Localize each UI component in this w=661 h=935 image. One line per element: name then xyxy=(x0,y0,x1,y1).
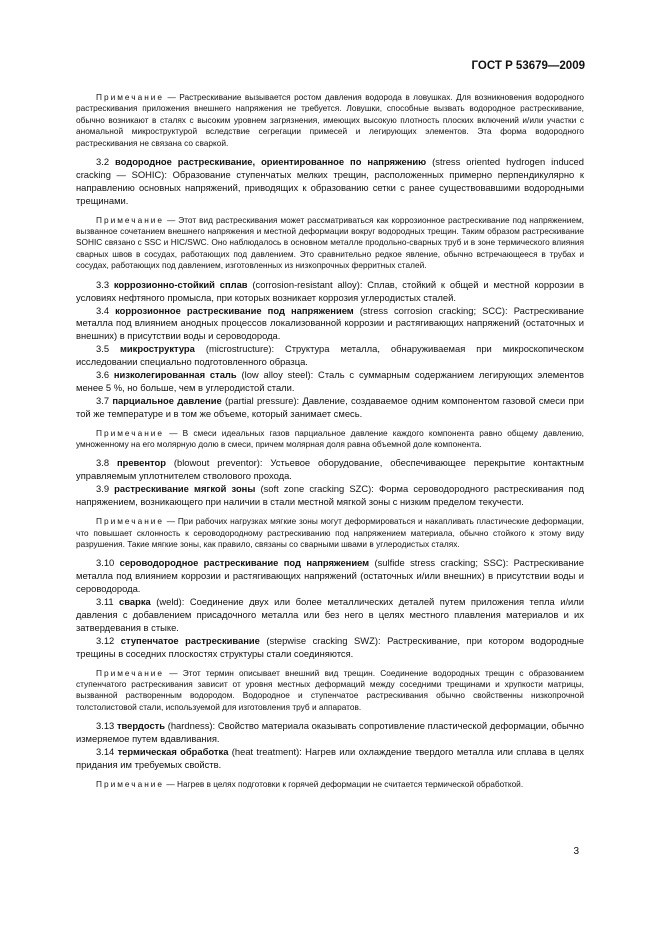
term-name: растрескивание мягкой зоны xyxy=(114,483,256,495)
term-number: 3.4 xyxy=(96,304,116,316)
note-paragraph xyxy=(76,428,584,451)
term-number: 3.3 xyxy=(96,278,114,290)
term-name: микроструктура xyxy=(119,343,195,355)
term-name: коррозионное растрескивание под напряжением xyxy=(115,304,354,316)
term-name: твердость xyxy=(116,720,166,732)
term-name: низколегированная сталь xyxy=(113,369,237,381)
document-body xyxy=(76,92,584,790)
term-number: 3.5 xyxy=(96,343,120,355)
term-definition xyxy=(76,746,584,772)
note-label: Примечание xyxy=(96,427,165,438)
note-text: В смеси идеальных газов парциальное давление каждого компонента равно общему давлению, умноженному на его молярную долю в смеси, причем молярная доля равна объемной доле компонента. xyxy=(76,427,584,450)
note-paragraph xyxy=(76,516,584,550)
term-number: 3.11 xyxy=(96,596,120,608)
term-text: (sulfide stress cracking; SSC): Растрескивание металла под влиянием коррозии и растягивающих напряжений (остаточных и/или внешних) в присутствии воды и сероводорода. xyxy=(76,557,584,595)
term-text: (stepwise cracking SWZ): Растрескивание, при котором водородные трещины в соседних плоскостях структуры стали соединяются. xyxy=(76,634,584,659)
term-name: сварка xyxy=(119,596,151,608)
term-text: (low alloy steel): Сталь с суммарным содержанием легирующих элементов менее 5 %, но больше, чем в углеродистой стали. xyxy=(76,369,584,393)
term-number: 3.12 xyxy=(96,634,121,646)
term-number: 3.8 xyxy=(96,457,117,469)
term-number: 3.2 xyxy=(96,156,115,168)
note-text: При рабочих нагрузках мягкие зоны могут деформироваться и накапливать пластические деформации, что повышает склонность к сероводородному растрескиванию под напряжением материала, обычно стойкого к этому виду разрушения. Такие мягкие зоны, как правило, связаны со сварными швами в углеродистых сталях. xyxy=(76,516,584,549)
note-label: Примечание xyxy=(96,92,165,102)
term-text: (stress oriented hydrogen induced cracking — SOHIC): Образование ступенчатых мелких трещин, расположенных примерно перпендикулярно к направлению основных напряжений, приводящих к образованию сетки с ранее существовавшими водородными трещинами. xyxy=(76,156,584,206)
term-text: (heat treatment): Нагрев или охлаждение твердого металла или сплава в целях придания им требуемых свойств. xyxy=(76,746,584,770)
document-header: ГОСТ Р 53679—2009 xyxy=(471,60,585,72)
term-definition xyxy=(76,720,584,746)
term-number: 3.10 xyxy=(96,557,120,569)
note-dash: — xyxy=(164,427,183,438)
note-paragraph xyxy=(76,215,584,272)
note-dash: — xyxy=(164,516,178,527)
note-text: Этот вид растрескивания может рассматриваться как коррозионное растрескивание под напряжением, вызванное сочетанием внешнего напряжения и местной деформации вокруг водородных трещин. Таким образом растрескивание SOHIC связано с SSC и HIC/SWC. Оно наблюдалось в основном металле продольно-сварных труб и в зоне термического влияния сварных швов в сосудах, работающих под давлением. Это сравнительно редкое явление, обычно встречающееся в трубах и сосудах, работающих под давлением, изготовленных из низкопрочных ферритных сталей. xyxy=(76,214,584,271)
note-label: Примечание xyxy=(96,778,165,789)
term-name: водородное растрескивание, ориентированное по напряжению xyxy=(115,156,427,168)
term-definition xyxy=(76,279,584,305)
term-number: 3.9 xyxy=(96,483,115,495)
term-text: (corrosion-resistant alloy): Сплав, стойкий к общей и местной коррозии в условиях нефтяного промысла, при которых возникает коррозия углеродистых сталей. xyxy=(76,278,585,303)
term-number: 3.6 xyxy=(96,369,114,381)
term-name: коррозионно-стойкий сплав xyxy=(113,278,248,290)
note-dash: — xyxy=(164,214,179,225)
term-text: (weld): Соединение двух или более металлических деталей путем приложения тепла и/или давления с добавлением присадочного металла или без него в целях местного плавления материалов и их затвердевания в стыке. xyxy=(76,596,584,633)
note-label: Примечание xyxy=(96,214,165,225)
note-text: Этот термин описывает внешний вид трещин. Соединение водородных трещин с образованием ступенчатого растрескивания зависит от уровня местных деформаций между соседними трещинами и хрупкости матрицы, вызванной растворенным водородом. Водородное и ступенчатое растрескивания обычно свойственны низкопрочной толстолистовой стали, используемой для изготовления труб и аппаратов. xyxy=(76,667,584,712)
term-number: 3.7 xyxy=(96,394,113,406)
term-definition xyxy=(76,156,584,208)
note-dash: — xyxy=(164,778,177,789)
term-text: (soft zone cracking SZC): Форма сероводородного растрескивания под напряжением, возникающего при наличии в стали местной мягкой зоны с низким пределом текучести. xyxy=(76,483,585,508)
term-text: (hardness): Свойство материала оказывать сопротивление пластической деформации, обычно измеряемое путем вдавливания. xyxy=(76,720,584,745)
term-text: (stress corrosion cracking; SCC): Растрескивание металла под влиянием анодных процессов локализованной коррозии и растягивающих напряжений (остаточных и внешних) в присутствии воды и сероводорода. xyxy=(76,304,585,342)
term-text: (microstructure): Структура металла, обнаруживаемая при микроскопическом исследовании специально подготовленного образца. xyxy=(76,343,584,368)
term-name: ступенчатое растрескивание xyxy=(120,634,260,646)
term-text: (partial pressure): Давление, создаваемое одним компонентом газовой смеси при той же температуре и в том же объеме, который занимает смесь. xyxy=(76,394,584,419)
term-definition xyxy=(76,305,584,344)
term-text: (blowout preventor): Устьевое оборудование, обеспечивающее перекрытие контактным управляемым уплотнителем стволового прохода. xyxy=(76,457,585,482)
term-definition xyxy=(76,395,584,421)
term-name: термическая обработка xyxy=(117,746,229,757)
note-dash: — xyxy=(164,92,180,102)
note-label: Примечание xyxy=(96,667,165,678)
note-label: Примечание xyxy=(96,516,165,527)
note-paragraph xyxy=(76,779,584,790)
term-definition xyxy=(76,343,584,369)
note-text: Растрескивание вызывается ростом давления водорода в ловушках. Для возникновения водородного растрескивания приложения внешнего напряжения не требуется. Ловушки, способные вызвать водородное растрескивание, обычно возникают в сталях с высоким уровнем загрязнения, имеющих высокую плотность плоских включений и/или участки с аномальной микроструктурой вследствие сегрегации примесей и легирующих элементов. Эта форма водородного растрескивания не связана со сваркой. xyxy=(76,92,584,148)
term-definition xyxy=(76,457,584,483)
term-name: превентор xyxy=(116,457,166,469)
note-paragraph xyxy=(76,668,584,714)
term-number: 3.13 xyxy=(96,720,117,732)
note-paragraph xyxy=(76,92,584,149)
term-definition xyxy=(76,483,584,509)
note-dash: — xyxy=(164,667,183,678)
term-definition xyxy=(76,369,584,395)
term-name: парциальное давление xyxy=(112,394,222,406)
term-definition xyxy=(76,557,584,596)
term-definition xyxy=(76,596,584,635)
term-name: сероводородное растрескивание под напряжением xyxy=(119,557,370,569)
term-number: 3.14 xyxy=(96,746,118,757)
page-number: 3 xyxy=(573,846,579,857)
note-text: Нагрев в целях подготовки к горячей деформации не считается термической обработкой. xyxy=(176,778,524,789)
term-definition xyxy=(76,635,584,661)
